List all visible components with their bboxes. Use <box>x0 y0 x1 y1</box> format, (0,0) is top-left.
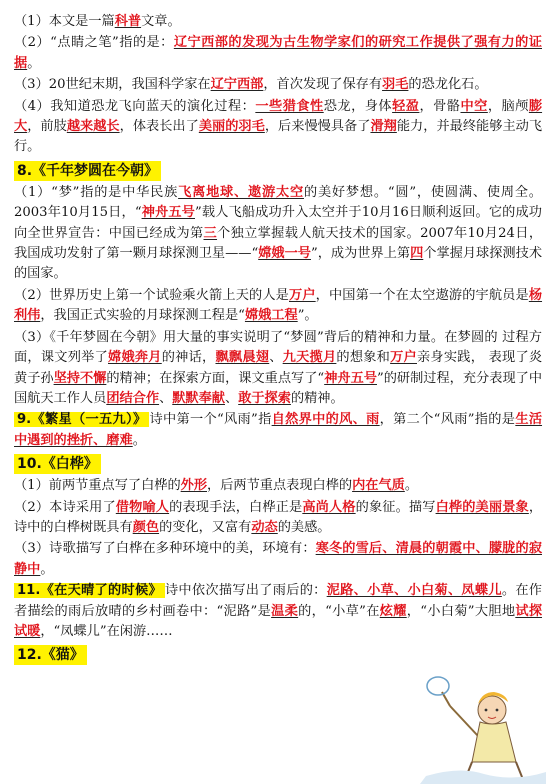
answer-paragraph <box>14 410 542 451</box>
paragraph-text: 。 <box>404 478 419 494</box>
answer-highlight: 辽宁西部 <box>210 77 264 93</box>
paragraph-text: ”。 <box>297 308 318 324</box>
answer-highlight: 羽毛 <box>382 77 409 93</box>
answer-highlight: 生活中遇到的挫折、磨难 <box>14 412 543 448</box>
answer-highlight: 试探试暖 <box>14 603 543 639</box>
section-title: 8.《千年梦圆在今朝》 <box>14 161 161 181</box>
answer-highlight: 中空 <box>460 98 488 114</box>
paragraph-text: 能力，并最终能够主动飞行。 <box>14 119 543 155</box>
section-title: 11.《在天晴了的时候》 <box>14 583 165 598</box>
paragraph-text: ，前肢 <box>27 119 67 135</box>
paragraph-text: 文章。 <box>141 14 181 29</box>
answer-paragraph <box>14 183 542 285</box>
answer-highlight: 动态 <box>251 519 278 535</box>
paragraph-text: 的，“小草”在 <box>298 603 380 619</box>
paragraph-text: 。 <box>132 432 146 448</box>
answer-highlight: 敢于探索 <box>238 390 291 406</box>
answer-highlight: 神舟五号 <box>141 205 195 221</box>
answer-paragraph <box>14 476 542 496</box>
answer-highlight: 万户 <box>390 350 417 366</box>
paragraph-text: （3）《千年梦圆在今朝》用大量的事实说明了“梦圆”背后的精神和力量。在梦圆的 过程方面，课文列举了 <box>14 329 542 366</box>
paragraph-text: （3）诗歌描写了白桦在多种环境中的美，环境有： <box>14 541 316 557</box>
paragraph-text: （1）前两节重点写了白桦的 <box>14 478 181 494</box>
answer-paragraph <box>14 498 542 539</box>
paragraph-text: 诗中依次描写出了雨后的： <box>164 583 327 599</box>
paragraph-text: 、 <box>159 390 173 406</box>
answer-highlight: 嫦娥工程 <box>244 308 298 324</box>
answer-paragraph <box>14 97 542 158</box>
answer-highlight: 坚持不懈 <box>53 370 107 386</box>
answer-highlight: 飘飘晨翅 <box>215 350 270 366</box>
paragraph-text: ，“小白菊”大胆地 <box>406 603 516 619</box>
paragraph-text: 的恐龙化石。 <box>408 77 488 93</box>
answer-highlight: 飞离地球、遨游太空 <box>178 184 304 200</box>
paragraph-text: 的变化，又富有 <box>159 519 252 535</box>
answer-highlight: 九天揽月 <box>282 350 337 366</box>
paragraph-text: ，脑颅 <box>487 98 529 114</box>
section-heading <box>14 451 542 476</box>
answer-highlight: 嫦娥一号 <box>258 246 311 262</box>
answer-highlight: 内在气质 <box>352 478 405 494</box>
answer-highlight: 科普 <box>114 14 142 29</box>
answer-highlight: 轻盈 <box>392 98 420 114</box>
paragraph-text: 的美好梦想。“圆”，使圆满、使周全。 2003年10月15日，“ <box>14 184 542 221</box>
paragraph-text: 的象征。描写 <box>355 499 436 515</box>
answer-highlight: 炫耀 <box>379 603 407 619</box>
answer-highlight: 白桦的美丽景象 <box>435 499 529 515</box>
section-title: 12.《猫》 <box>14 645 87 665</box>
paragraph-text: 。 <box>40 561 54 577</box>
paragraph-text: （1）本文是一篇 <box>14 14 115 29</box>
answer-paragraph <box>14 12 542 32</box>
answer-highlight: 借物喻人 <box>115 499 170 515</box>
answer-highlight: 越来越长 <box>66 119 120 135</box>
paragraph-text: ，骨骼 <box>419 98 461 114</box>
paragraph-text: （2）本诗采用了 <box>14 499 116 515</box>
section-title: 10.《白桦》 <box>14 454 101 474</box>
answer-highlight: 万户 <box>289 287 316 303</box>
paragraph-text: 。 <box>27 55 41 71</box>
answer-highlight: 辽宁西部的发现为古生物学家们的研究工作提供了强有力的证据 <box>14 35 542 71</box>
paragraph-text: ，“凤蝶儿”在闲游…… <box>40 623 173 639</box>
answer-highlight: 滑翔 <box>370 119 397 135</box>
paragraph-text: （2）“点睛之笔”指的是： <box>14 35 174 51</box>
paragraph-text: 亲身实践， 表现了炎黄子孙 <box>14 350 543 386</box>
answer-highlight: 团结合作 <box>106 390 160 406</box>
answer-highlight: 高尚人格 <box>302 499 356 515</box>
paragraph-text: 的精神。 <box>290 390 344 406</box>
paragraph-text: ”载人飞船成功升入太空并于10月16日顺利返回。它的成功向全世界宣告：中国已经成为第 <box>14 205 542 241</box>
answer-highlight: 自然界中的风、雨 <box>271 412 380 428</box>
answer-paragraph <box>14 581 542 642</box>
answer-highlight: 膨大 <box>14 98 543 135</box>
answer-highlight: 四 <box>410 246 424 262</box>
paragraph-text: 的神话， <box>161 350 216 366</box>
paragraph-text: ”的研制过程，充分表现了中国航天工作人员 <box>14 370 543 406</box>
paragraph-text: 、 <box>269 350 283 366</box>
paragraph-text: 的美感。 <box>277 519 331 535</box>
answer-highlight: 默默奉献 <box>172 390 225 406</box>
paragraph-text: 的表现手法，白桦正是 <box>169 499 303 515</box>
paragraph-text: ，后来慢慢具备了 <box>264 119 371 135</box>
paragraph-text: 。在作者描绘的雨后放晴的乡村画卷中：“泥路”是 <box>14 583 542 619</box>
answer-highlight: 神舟五号 <box>324 370 377 386</box>
answer-paragraph <box>14 328 542 410</box>
answer-highlight: 泥路、小草、小白菊、凤蝶儿 <box>326 583 502 599</box>
answer-paragraph <box>14 33 542 74</box>
paragraph-text: ，中国第一个在太空遨游的宇航员是 <box>315 287 529 303</box>
paragraph-text: （1）“梦”指的是中华民族 <box>14 184 179 200</box>
paragraph-text: 个独立掌握载人航天技术的国家。2007年10月24日，我国成功发射了第一颗月球探测卫星——“ <box>14 225 543 262</box>
document-page <box>14 12 542 667</box>
paragraph-text: （3）20世纪末期，我国科学家在 <box>14 77 211 93</box>
answer-highlight: 温柔 <box>271 603 299 619</box>
paragraph-text: 的精神；在探索方面，课文重点写了“ <box>106 370 325 386</box>
paragraph-text: （4）我知道恐龙飞向蓝天的演化过程： <box>14 98 256 114</box>
paragraph-text: ，首次发现了保存有 <box>263 77 383 93</box>
answer-highlight: 美丽的羽毛 <box>198 119 265 135</box>
section-heading <box>14 158 542 183</box>
section-title: 9.《繁星（一五九）》 <box>14 412 149 427</box>
paragraph-text: ，第二个“风雨”指的是 <box>379 412 516 428</box>
child-with-net-illustration <box>420 666 548 784</box>
paragraph-text: （2）世界历史上第一个试验乘火箭上天的人是 <box>14 287 289 303</box>
paragraph-text: ，体表长出了 <box>119 119 199 135</box>
answer-highlight: 外形 <box>180 478 208 494</box>
paragraph-text: ，后两节重点表现白桦的 <box>207 478 353 494</box>
answer-highlight: 颜色 <box>132 519 160 535</box>
answer-highlight: 寒冬的雪后、清晨的朝霞中、朦胧的寂静中 <box>14 541 542 577</box>
paragraph-text: 、 <box>225 390 239 406</box>
answer-paragraph <box>14 75 542 95</box>
answer-highlight: 嫦娥奔月 <box>108 350 162 366</box>
answer-paragraph <box>14 539 542 580</box>
paragraph-text: ，诗中的白桦树既具有 <box>14 499 543 535</box>
paragraph-text: 的想象和 <box>336 350 391 366</box>
answer-highlight: 杨利伟 <box>14 287 543 324</box>
paragraph-text: 恐龙，身体 <box>323 98 393 114</box>
answer-highlight: 三 <box>203 225 218 241</box>
paragraph-text: 个掌握月球探测技术的国家。 <box>14 246 543 282</box>
answer-highlight: 一些猎食性 <box>255 98 324 114</box>
section-heading <box>14 642 542 667</box>
paragraph-text: 诗中第一个“风雨”指 <box>149 412 272 428</box>
paragraph-text: ”，成为世界上第 <box>310 246 411 262</box>
paragraph-text: ，我国正式实验的月球探测工程是“ <box>40 308 245 324</box>
answer-paragraph <box>14 286 542 327</box>
